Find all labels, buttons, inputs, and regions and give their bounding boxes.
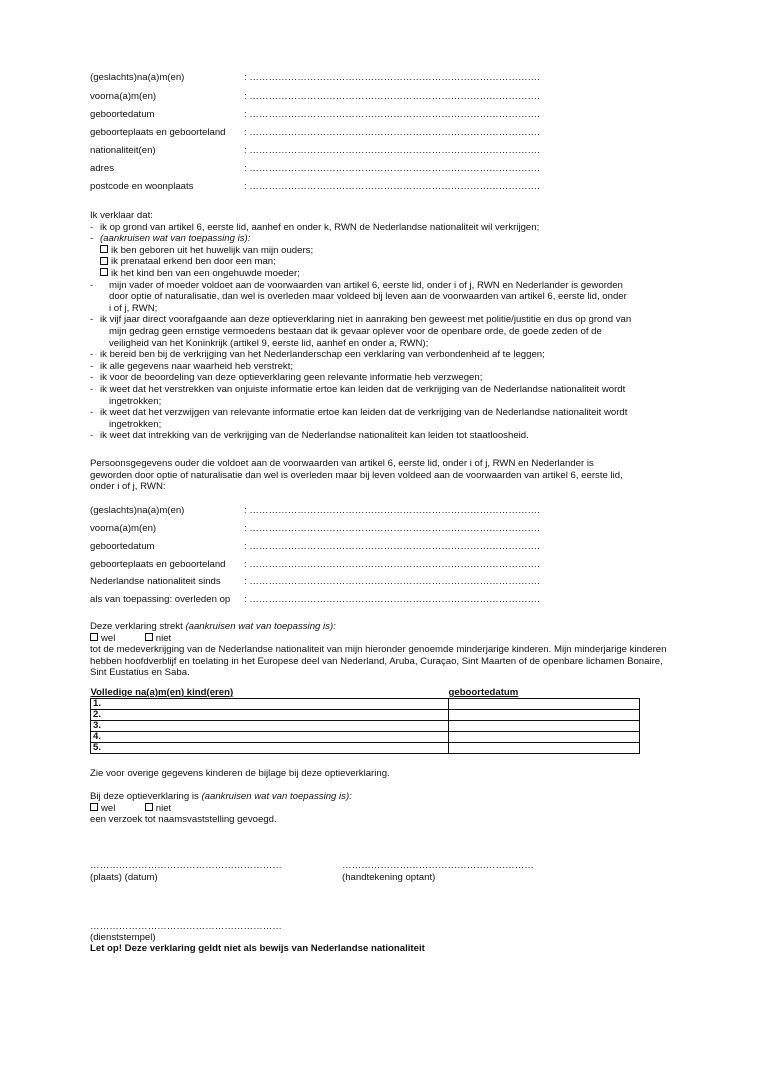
declaration-item: ik vijf jaar direct voorafgaande aan deze optieverklaring niet in aanraking ben geweest met politie/justitie en dus op grond van: [100, 314, 632, 326]
field-blank[interactable]: : ……………………………………………………………………………….: [244, 72, 540, 83]
field-label: als van toepassing: overleden op: [90, 594, 231, 605]
extension-no-option[interactable]: niet: [145, 633, 171, 644]
parent-surname-field[interactable]: [90, 505, 570, 519]
declaration-item: ik weet dat het verzwijgen van relevante informatie ertoe kan leiden dat de verkrijging van de Nederlandse nationaliteit wordt: [100, 407, 628, 419]
birth-option-unmarried[interactable]: ik het kind ben van een ongehuwde moeder;: [90, 268, 680, 280]
child-name-cell[interactable]: 2.: [91, 710, 449, 721]
checkbox-icon[interactable]: [100, 245, 108, 253]
checkbox-icon[interactable]: [90, 633, 98, 641]
parent-birthplace-field[interactable]: [90, 559, 570, 573]
applicant-address-field[interactable]: [90, 163, 570, 177]
nationality-proof-warning: Let op! Deze verklaring geldt niet als bewijs van Nederlandse nationaliteit: [90, 943, 425, 954]
table-row: [91, 732, 640, 743]
field-blank[interactable]: : ……………………………………………………………………………….: [244, 181, 540, 192]
field-blank[interactable]: : ……………………………………………………………………………….: [244, 505, 540, 516]
child-birthdate-cell[interactable]: [449, 699, 640, 710]
field-blank[interactable]: : ……………………………………………………………………………….: [244, 145, 540, 156]
parent-birthdate-field[interactable]: [90, 541, 570, 555]
parent-intro: Persoonsgegevens ouder die voldoet aan de voorwaarden van artikel 6, eerste lid, onder i of j, RWN en Nederlander is geworden door optie of naturalisatie dan wel is overleden maar bij leven voldeed aan de voorwaarden van artikel 6, eerste lid, onder i of j, RWN:: [90, 458, 623, 493]
column-header-birthdate: geboortedatum: [448, 687, 519, 698]
applicant-birthdate-field[interactable]: [90, 109, 570, 123]
child-birthdate-cell[interactable]: [449, 721, 640, 732]
declaration-section: Ik verklaar dat: - ik op grond van artikel 6, eerste lid, aanhef en onder k, RWN de Nederlandse nationaliteit wil verkrijgen; - (aankruisen wat van toepassing is): ik ben geboren uit het huwelijk van mijn ouders; ik prenataal erkend ben door een man; ik het kind ben van een ongehuwde moeder; - mijn vader of moeder voldoet aan de voorwaarden van artikel 6, eerste lid, onder i of j, RWN en Nederlander is geworden door optie of naturalisatie, dan wel is overleden maar voldeed bij leven aan de voorwaarden van artikel 6, eerste lid, onder i of j, RWN; - ik vijf jaar direct voorafgaande aan deze optieverklaring niet in aanraking ben geweest met politie/justitie en dus op grond van mijn gedrag geen ernstige vermoedens bestaan dat ik gevaar oplever voor de openbare orde, de goede zeden of de veiligheid van het Koninkrijk (artikel 9, eerste lid, aanhef en onder a, RWN); - ik bereid ben bij de verkrijging van het Nederlanderschap een verklaring van verbondenheid af te leggen; - ik alle gegevens naar waarheid heb verstrekt; - ik voor de beoordeling van deze optieverklaring geen relevante informatie heb verzwegen; - ik weet dat het verstrekken van onjuiste informatie ertoe kan leiden dat de verkrijging van de Nederlandse nationaliteit wordt ingetrokken; - ik weet dat het verzwijgen van relevante informatie ertoe kan leiden dat de verkrijging van de Nederlandse nationaliteit wordt ingetrokken; - ik weet dat intrekking van de verkrijging van de Nederlandse nationaliteit kan leiden tot staatloosheid.: [90, 210, 680, 442]
declaration-item: ik voor de beoordeling van deze optieverklaring geen relevante informatie heb verzwegen;: [100, 372, 483, 384]
field-label: voorna(a)m(en): [90, 523, 157, 534]
checkbox-icon[interactable]: [145, 803, 153, 811]
signature-line[interactable]: ……………………………………………………: [342, 860, 534, 871]
field-blank[interactable]: : ……………………………………………………………………………….: [244, 109, 540, 120]
checkbox-instruction: (aankruisen wat van toepassing is):: [100, 233, 251, 245]
field-label: (geslachts)na(a)m(en): [90, 505, 185, 516]
field-blank[interactable]: : ……………………………………………………………………………….: [244, 594, 540, 605]
declaration-item: ik op grond van artikel 6, eerste lid, aanhef en onder k, RWN de Nederlandse nationaliteit wil verkrijgen;: [100, 221, 540, 233]
checkbox-icon[interactable]: [90, 803, 98, 811]
applicant-nationality-field[interactable]: [90, 145, 570, 159]
declaration-item-cont: veiligheid van het Koninkrijk (artikel 9, eerste lid, aanhef en onder a, RWN);: [109, 337, 429, 349]
child-name-cell[interactable]: 5.: [91, 743, 449, 754]
applicant-postcode-field[interactable]: [90, 181, 570, 195]
table-row: [91, 721, 640, 732]
child-name-cell[interactable]: 1.: [91, 699, 449, 710]
column-header-name: Volledige na(a)m(en) kind(eren): [90, 687, 234, 698]
name-request-no-option[interactable]: niet: [145, 803, 171, 814]
table-row: [91, 743, 640, 754]
checkbox-icon[interactable]: [100, 268, 108, 276]
child-birthdate-cell[interactable]: [449, 743, 640, 754]
child-name-cell[interactable]: 3.: [91, 721, 449, 732]
parent-nationality-since-field[interactable]: [90, 576, 570, 590]
field-blank[interactable]: : ……………………………………………………………………………….: [244, 91, 540, 102]
field-label: geboortedatum: [90, 541, 155, 552]
place-date-label: (plaats) (datum): [90, 872, 158, 883]
parent-deceased-field[interactable]: [90, 594, 570, 608]
checkbox-icon[interactable]: [145, 633, 153, 641]
applicant-firstname-field[interactable]: [90, 91, 570, 105]
signature-label: (handtekening optant): [342, 872, 436, 883]
field-blank[interactable]: : ……………………………………………………………………………….: [244, 541, 540, 552]
field-label: Nederlandse nationaliteit sinds: [90, 576, 221, 587]
declaration-item-cont: ingetrokken;: [109, 418, 162, 430]
parent-firstname-field[interactable]: [90, 523, 570, 537]
table-header-row: [91, 687, 640, 699]
birth-option-recognized[interactable]: ik prenataal erkend ben door een man;: [90, 256, 680, 268]
birth-option-married[interactable]: ik ben geboren uit het huwelijk van mijn ouders;: [90, 245, 680, 257]
field-blank[interactable]: : ……………………………………………………………………………….: [244, 127, 540, 138]
field-blank[interactable]: : ……………………………………………………………………………….: [244, 559, 540, 570]
field-blank[interactable]: : ……………………………………………………………………………….: [244, 163, 540, 174]
declaration-intro: Ik verklaar dat:: [90, 210, 153, 221]
declaration-item: ik weet dat intrekking van de verkrijging van de Nederlandse nationaliteit kan leiden tot staatloosheid.: [100, 430, 529, 442]
applicant-surname-field[interactable]: [90, 72, 570, 86]
field-blank[interactable]: : ……………………………………………………………………………….: [244, 576, 540, 587]
children-table: [90, 687, 640, 754]
stamp-line[interactable]: ……………………………………………………: [90, 921, 282, 932]
field-label: geboorteplaats en geboorteland: [90, 559, 226, 570]
extension-yes-option[interactable]: wel: [90, 633, 115, 644]
field-label: (geslachts)na(a)m(en): [90, 72, 185, 83]
appendix-note: Zie voor overige gegevens kinderen de bijlage bij deze optieverklaring.: [90, 768, 390, 779]
table-row: [91, 699, 640, 710]
field-label: adres: [90, 163, 114, 174]
place-date-line[interactable]: ……………………………………………………: [90, 860, 282, 871]
name-request-section: Bij deze optieverklaring is (aankruisen wat van toepassing is): wel niet een verzoek tot naamsvaststelling gevoegd.: [90, 791, 352, 826]
declaration-item-cont: i of j, RWN;: [109, 302, 158, 314]
field-label: geboortedatum: [90, 109, 155, 120]
field-blank[interactable]: : ……………………………………………………………………………….: [244, 523, 540, 534]
checkbox-icon[interactable]: [100, 257, 108, 265]
field-label: geboorteplaats en geboorteland: [90, 127, 226, 138]
children-extension-section: Deze verklaring strekt (aankruisen wat van toepassing is): wel niet tot de medeverkrijging van de Nederlandse nationaliteit van mijn hieronder genoemde minderjarige kinderen. Mijn minderjarige kinderen hebben hoofdverblijf en toelating in het Europese deel van Nederland, Aruba, Curaçao, Sint Maarten of de openbare lichamen Bonaire, Sint Eustatius en Saba.: [90, 621, 667, 679]
declaration-item-cont: door optie of naturalisatie, dan wel is overleden maar voldeed bij leven aan de voorwaarden van artikel 6, eerste lid, onder: [109, 291, 627, 303]
field-label: nationaliteit(en): [90, 145, 156, 156]
field-label: voorna(a)m(en): [90, 91, 157, 102]
declaration-item: ik weet dat het verstrekken van onjuiste informatie ertoe kan leiden dat de verkrijging van de Nederlandse nationaliteit wordt: [100, 383, 626, 395]
stamp-label: (dienststempel): [90, 932, 156, 943]
declaration-item: ik bereid ben bij de verkrijging van het Nederlanderschap een verklaring van verbondenheid af te leggen;: [100, 349, 545, 361]
applicant-birthplace-field[interactable]: [90, 127, 570, 141]
declaration-item: mijn vader of moeder voldoet aan de voorwaarden van artikel 6, eerste lid, onder i of j, RWN en Nederlander is geworden: [109, 279, 623, 291]
name-request-yes-option[interactable]: wel: [90, 803, 115, 814]
child-birthdate-cell[interactable]: [449, 732, 640, 743]
declaration-item-cont: mijn gedrag geen ernstige vermoedens bestaan dat ik gevaar oplever voor de openbare orde, de goede zeden of de: [109, 325, 602, 337]
child-name-cell[interactable]: 4.: [91, 732, 449, 743]
declaration-item: ik alle gegevens naar waarheid heb verstrekt;: [100, 360, 294, 372]
field-label: postcode en woonplaats: [90, 181, 194, 192]
declaration-item-cont: ingetrokken;: [109, 395, 162, 407]
child-birthdate-cell[interactable]: [449, 710, 640, 721]
table-row: [91, 710, 640, 721]
